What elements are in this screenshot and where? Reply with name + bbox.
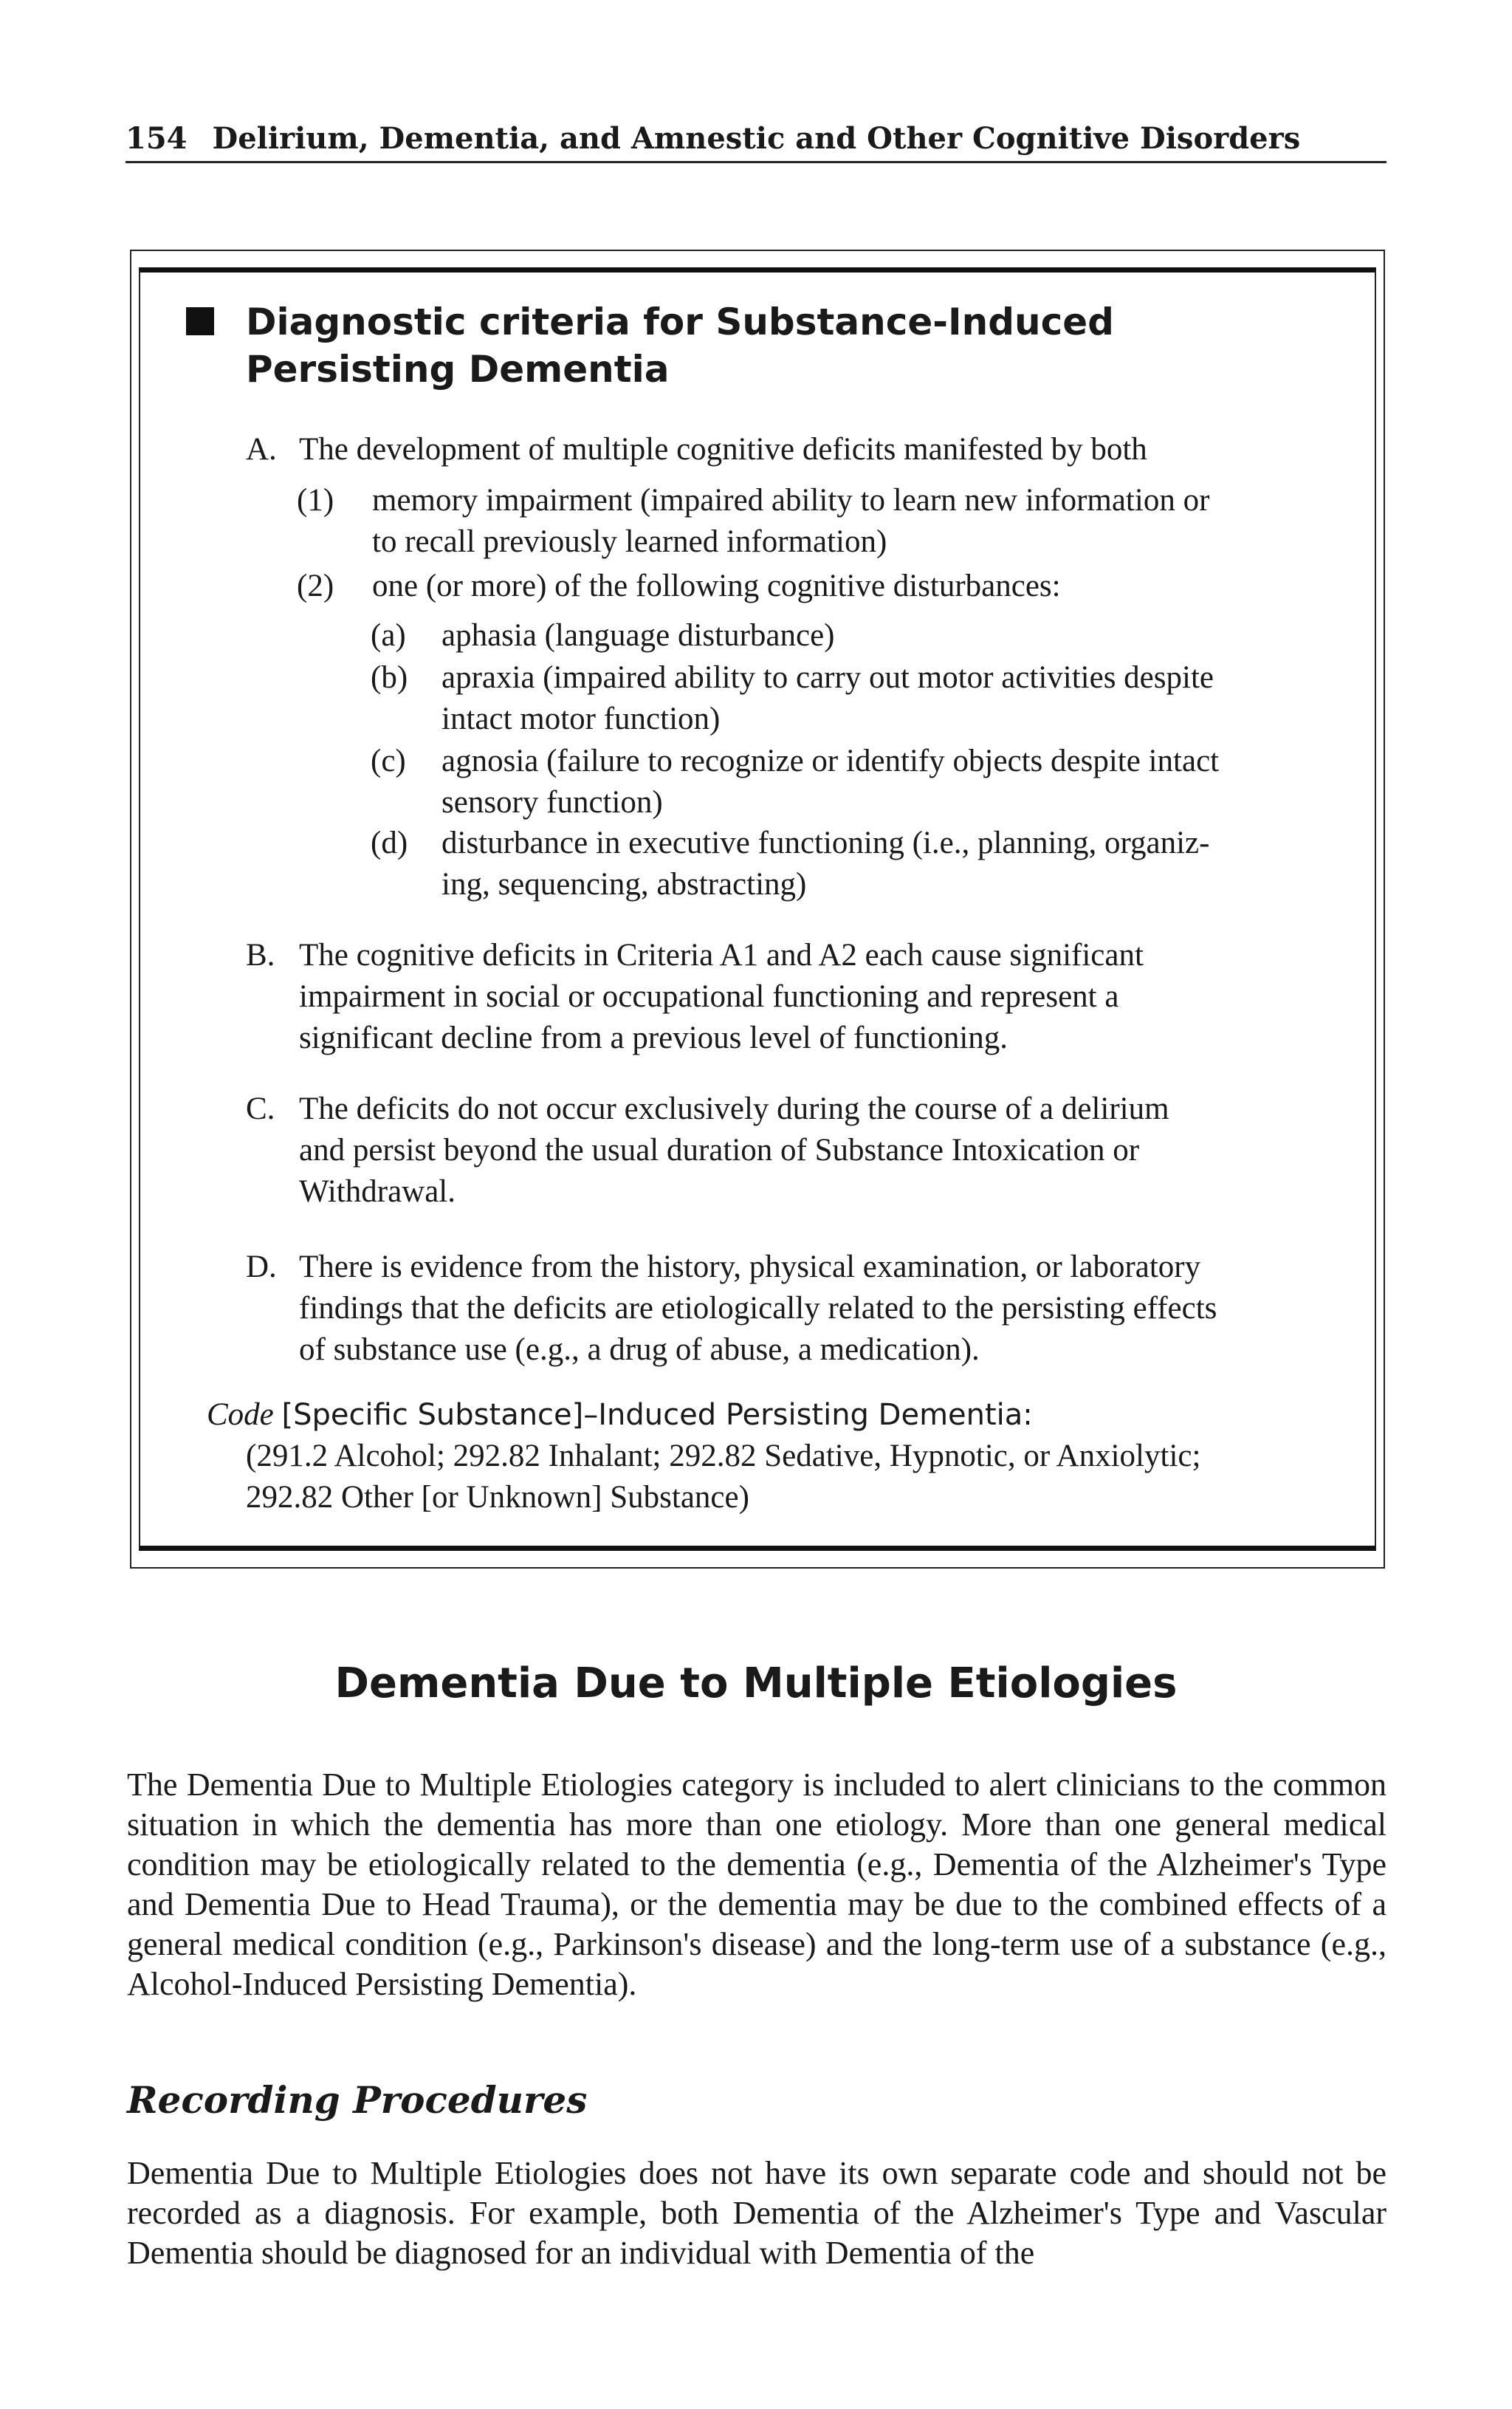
sub-b-number: (b) xyxy=(371,660,408,695)
criterion-c-line1: The deficits do not occur exclusively during the course of a delirium xyxy=(299,1092,1169,1126)
item-1-line2: to recall previously learned information) xyxy=(372,524,887,559)
sub-b-line2: intact motor function) xyxy=(441,702,721,736)
square-bullet-icon xyxy=(186,307,214,335)
criterion-c-line3: Withdrawal. xyxy=(299,1174,456,1209)
subsection-heading: Recording Procedures xyxy=(127,2078,588,2122)
criterion-d-letter: D. xyxy=(246,1250,277,1284)
page-number: 154 xyxy=(126,121,188,156)
running-header xyxy=(126,117,1386,163)
code-label: Code xyxy=(207,1397,274,1432)
criterion-d-line3: of substance use (e.g., a drug of abuse, a medication). xyxy=(299,1332,980,1367)
item-1-line1: memory impairment (impaired ability to learn new information or xyxy=(372,483,1210,518)
sub-d-line1: disturbance in executive functioning (i.e., planning, organiz- xyxy=(441,826,1210,860)
running-title: Delirium, Dementia, and Amnestic and Other Cognitive Disorders xyxy=(212,121,1301,156)
sub-c-number: (c) xyxy=(371,744,406,778)
sub-a-line1: aphasia (language disturbance) xyxy=(441,618,835,653)
sub-d-number: (d) xyxy=(371,826,408,860)
criterion-a-text: The development of multiple cognitive deficits manifested by both xyxy=(299,432,1147,467)
sub-d-line2: ing, sequencing, abstracting) xyxy=(441,867,807,902)
criterion-b-line3: significant decline from a previous level of functioning. xyxy=(299,1021,1008,1055)
sub-c-line1: agnosia (failure to recognize or identify objects despite intact xyxy=(441,744,1220,778)
criterion-c-line2: and persist beyond the usual duration of Substance Intoxication or xyxy=(299,1133,1140,1168)
criterion-b-line2: impairment in social or occupational functioning and represent a xyxy=(299,979,1119,1014)
criterion-b-line1: The cognitive deficits in Criteria A1 and A2 each cause significant xyxy=(299,938,1144,973)
item-2-number: (2) xyxy=(297,569,334,603)
criteria-title-line2: Persisting Dementia xyxy=(246,348,670,391)
sub-a-number: (a) xyxy=(371,618,406,653)
item-2-line1: one (or more) of the following cognitive disturbances: xyxy=(372,569,1061,603)
criterion-d-line2: findings that the deficits are etiologically related to the persisting effects xyxy=(299,1291,1217,1326)
code-line2: (291.2 Alcohol; 292.82 Inhalant; 292.82 Sedative, Hypnotic, or Anxiolytic; xyxy=(246,1439,1201,1473)
criteria-title xyxy=(246,298,1279,393)
subsection-paragraph: Dementia Due to Multiple Etiologies does not have its own separate code and should not be recorded as a diagnosis. For example, both Dementia of the Alzheimer's Type and Vascular Dementia should be diagnosed for an individual with Dementia of the xyxy=(127,2155,1386,2271)
code-line3: 292.82 Other [or Unknown] Substance) xyxy=(246,1480,749,1515)
item-1-number: (1) xyxy=(297,483,334,518)
criteria-title-line1: Diagnostic criteria for Substance-Induced xyxy=(246,301,1114,343)
section-heading: Dementia Due to Multiple Etiologies xyxy=(334,1659,1178,1707)
code-text: [Specific Substance]–Induced Persisting Dementia: xyxy=(281,1398,1033,1432)
sub-c-line2: sensory function) xyxy=(441,785,663,820)
sub-b-line1: apraxia (impaired ability to carry out motor activities despite xyxy=(441,660,1214,695)
criterion-b-letter: B. xyxy=(246,938,275,973)
criterion-a-letter: A. xyxy=(246,432,277,467)
criterion-d-line1: There is evidence from the history, physical examination, or laboratory xyxy=(299,1250,1201,1284)
code-line1 xyxy=(207,1394,1033,1436)
criterion-c-letter: C. xyxy=(246,1092,275,1126)
section-paragraph: The Dementia Due to Multiple Etiologies category is included to alert clinicians to the common situation in which the dementia has more than one etiology. More than one general medical condition may be etiologically related to the dementia (e.g., Dementia of the Alzheimer's Type and Dementia Due to Head Trauma), or the dementia may be due to the combined effects of a general medical condition (e.g., Parkinson's disease) and the long-term use of a substance (e.g., Alcohol-Induced Persisting Dementia). xyxy=(127,1767,1386,2002)
